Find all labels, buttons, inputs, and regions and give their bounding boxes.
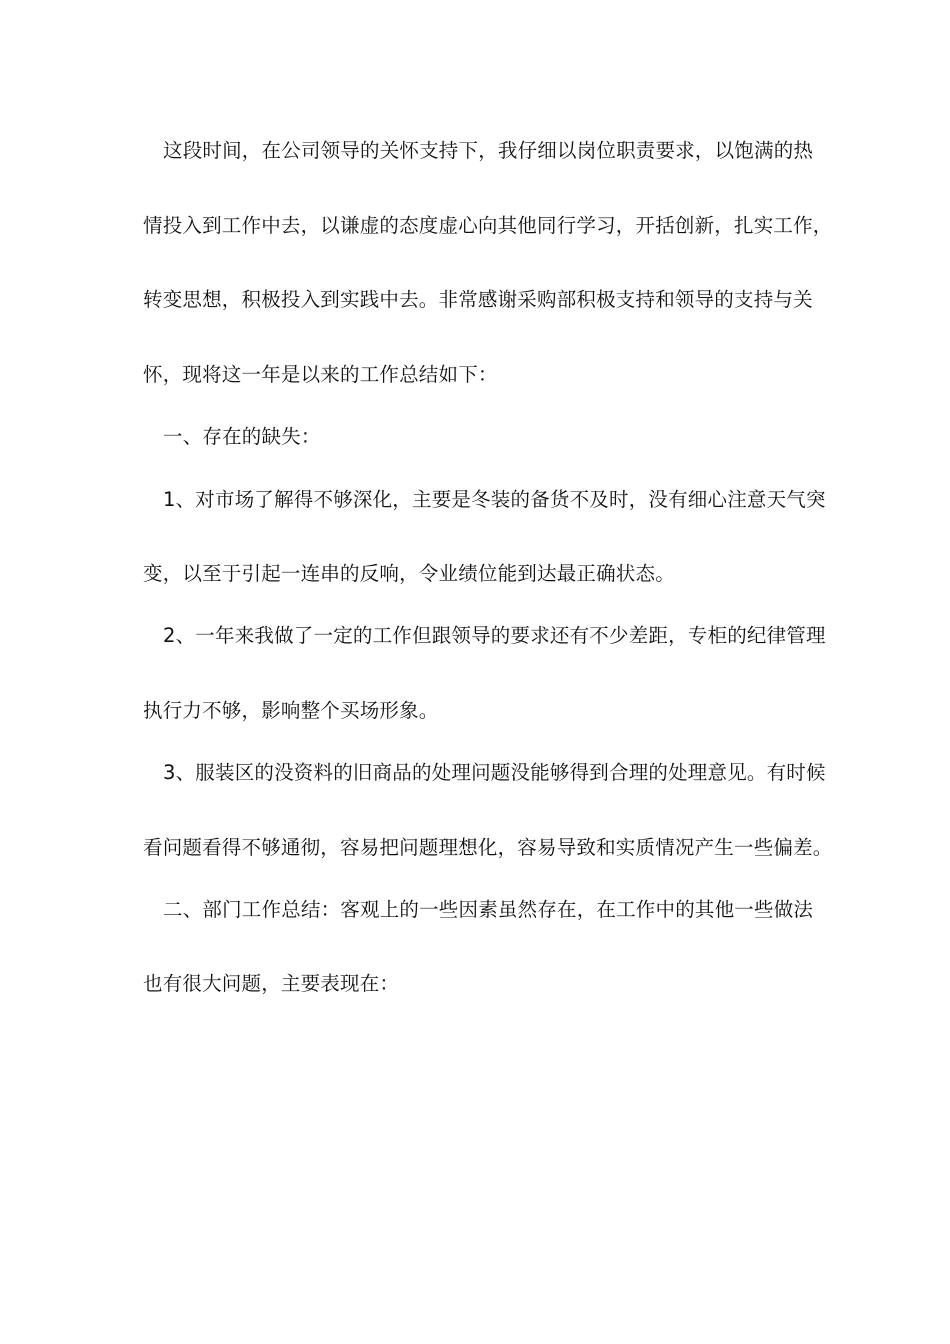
- list-item-line: 变，以至于引起一连串的反响，令业绩位能到达最正确状态。: [143, 562, 675, 585]
- list-item-line: 看问题看得不够通彻，容易把问题理想化，容易导致和实质情况产生一些偏差。: [143, 836, 833, 859]
- paragraph-line: 也有很大问题，主要表现在：: [143, 972, 400, 995]
- section-heading: 一、存在的缺失：: [163, 425, 321, 448]
- section-heading: 二、部门工作总结：客观上的一些因素虽然存在，在工作中的其他一些做法: [163, 898, 814, 921]
- list-item-line: 2、一年来我做了一定的工作但跟领导的要求还有不少差距，专柜的纪律管理: [163, 624, 826, 647]
- list-item-line: 执行力不够，影响整个买场形象。: [143, 699, 439, 722]
- paragraph-line: 转变思想，积极投入到实践中去。非常感谢采购部积极支持和领导的支持与关: [143, 288, 813, 311]
- paragraph-line: 怀，现将这一年是以来的工作总结如下：: [143, 363, 498, 386]
- list-item-line: 3、服装区的没资料的旧商品的处理问题没能够得到合理的处理意见。有时候: [163, 761, 826, 784]
- paragraph-line: 情投入到工作中去，以谦虚的态度虚心向其他同行学习，开括创新，扎实工作，: [143, 214, 833, 237]
- paragraph-line: 这段时间，在公司领导的关怀支持下，我仔细以岗位职责要求，以饱满的热: [163, 139, 814, 162]
- list-item-line: 1、对市场了解得不够深化，主要是冬装的备货不及时，没有细心注意天气突: [163, 488, 826, 511]
